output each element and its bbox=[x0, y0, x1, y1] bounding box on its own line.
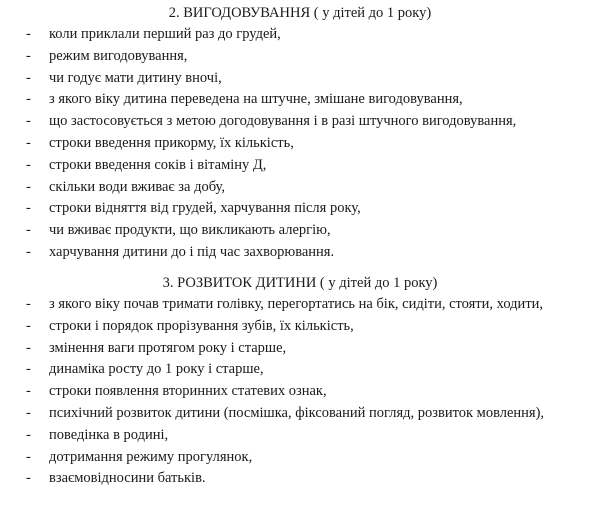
list-item-text: строки введення прикорму, їх кількість, bbox=[49, 135, 294, 151]
dash-bullet-icon: - bbox=[26, 200, 31, 217]
list-item-text: з якого віку почав тримати голівку, перегортатись на бік, сидіти, стояти, ходити, bbox=[49, 296, 544, 312]
dash-bullet-icon: - bbox=[26, 244, 31, 260]
section-heading: 3. РОЗВИТОК ДИТИНИ ( у дітей до 1 року) bbox=[162, 275, 438, 291]
list-item-text: скільки води вживає за добу, bbox=[49, 178, 225, 195]
list-item-text: взаємовідносини батьків. bbox=[49, 470, 206, 487]
list-item-text: чи годує мати дитину вночі, bbox=[49, 69, 222, 86]
dash-bullet-icon: - bbox=[26, 339, 31, 356]
dash-bullet-icon: - bbox=[26, 222, 31, 239]
list-item-text: режим вигодовування, bbox=[49, 47, 188, 64]
dash-bullet-icon: - bbox=[26, 47, 31, 64]
list-item-text: дотримання режиму прогулянок, bbox=[49, 448, 253, 465]
list-item-text: психічний розвиток дитини (посмішка, фіксований погляд, розвиток мовлення), bbox=[49, 405, 545, 421]
list-item-text: строки введення соків і вітаміну Д, bbox=[49, 156, 267, 173]
dash-bullet-icon: - bbox=[26, 317, 31, 334]
dash-bullet-icon: - bbox=[26, 69, 31, 86]
list-item-text: строки і порядок прорізування зубів, їх кількість, bbox=[49, 317, 354, 334]
dash-bullet-icon: - bbox=[26, 178, 31, 195]
dash-bullet-icon: - bbox=[26, 405, 31, 421]
dash-bullet-icon: - bbox=[26, 383, 31, 400]
dash-bullet-icon: - bbox=[26, 426, 31, 443]
list-item-text: що застосовується з метою догодовування і в разі штучного вигодовування, bbox=[49, 113, 517, 130]
dash-bullet-icon: - bbox=[26, 26, 31, 42]
list-item-text: поведінка в родині, bbox=[49, 426, 169, 443]
dash-bullet-icon: - bbox=[26, 361, 31, 378]
list-item-text: з якого віку дитина переведена на штучне, змішане вигодовування, bbox=[49, 91, 463, 108]
dash-bullet-icon: - bbox=[26, 470, 31, 487]
dash-bullet-icon: - bbox=[26, 135, 31, 151]
dash-bullet-icon: - bbox=[26, 113, 31, 130]
list-item-text: строки появлення вторинних статевих ознак, bbox=[49, 383, 327, 400]
list-item-text: чи вживає продукти, що викликають алергію, bbox=[49, 222, 331, 239]
list-item-text: динаміка росту до 1 року і старше, bbox=[49, 361, 264, 378]
dash-bullet-icon: - bbox=[26, 296, 31, 312]
dash-bullet-icon: - bbox=[26, 448, 31, 465]
list-item-text: коли приклали перший раз до грудей, bbox=[49, 26, 281, 42]
list-item-text: строки відняття від грудей, харчування після року, bbox=[49, 200, 361, 217]
dash-bullet-icon: - bbox=[26, 91, 31, 108]
dash-bullet-icon: - bbox=[26, 156, 31, 173]
section-heading: 2. ВИГОДОВУВАННЯ ( у дітей до 1 року) bbox=[168, 5, 432, 21]
list-item-text: змінення ваги протягом року і старше, bbox=[49, 339, 287, 356]
list-item-text: харчування дитини до і під час захворювання. bbox=[49, 244, 335, 260]
